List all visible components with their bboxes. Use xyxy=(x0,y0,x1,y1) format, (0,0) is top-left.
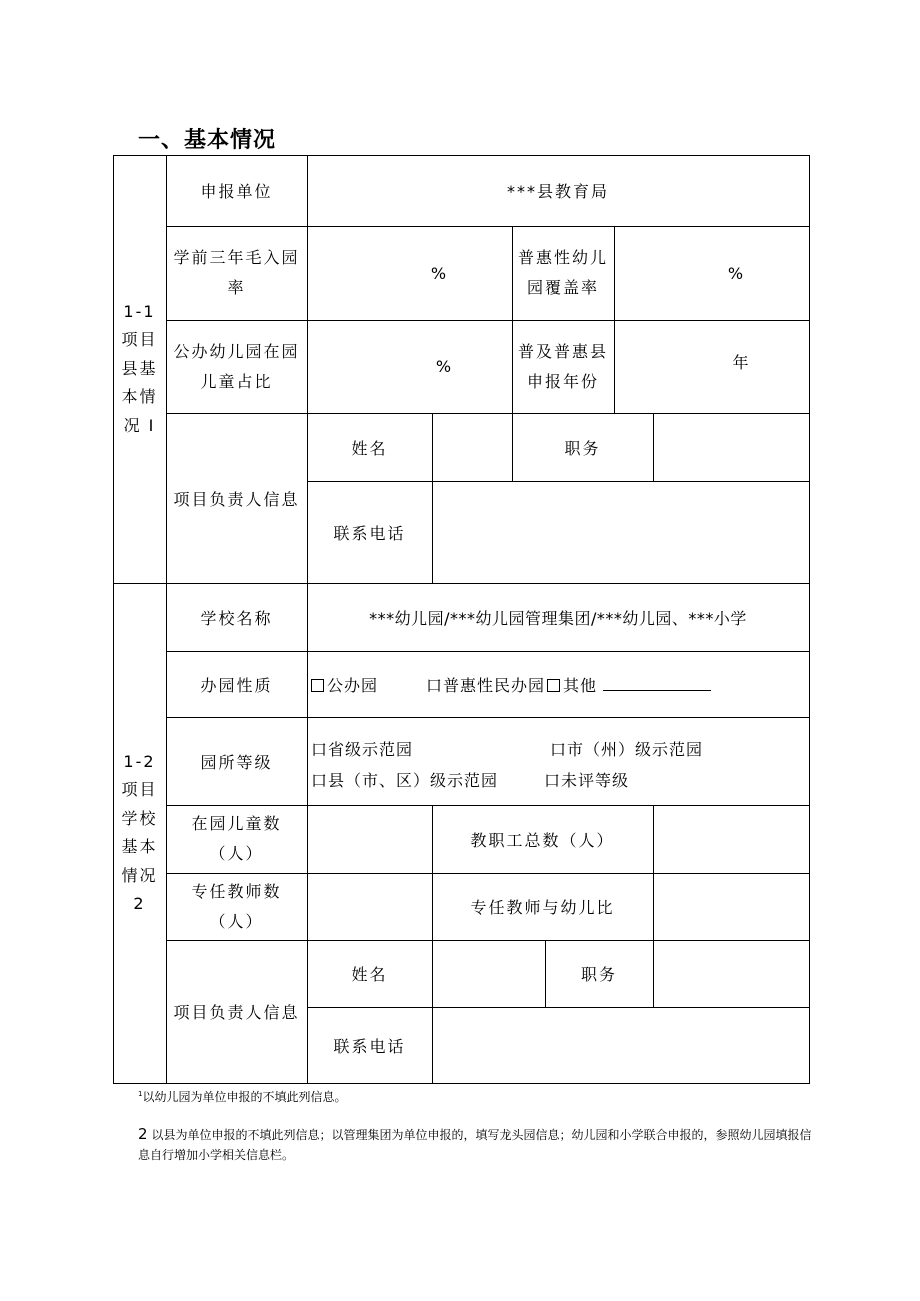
teachers-count-input[interactable] xyxy=(307,873,432,940)
nature-label: 办园性质 xyxy=(200,675,273,695)
children-count-input[interactable] xyxy=(307,805,432,873)
school-leader-position-label: 职务 xyxy=(580,965,617,984)
leader-info-label: 项目负责人信息 xyxy=(173,489,300,509)
puhui-rate-label: 普惠性幼儿 园覆盖率 xyxy=(517,248,608,297)
nature-other-checkbox[interactable]: 其他 xyxy=(545,673,597,696)
staff-count-label: 教职工总数（人） xyxy=(470,830,615,850)
teacher-ratio-input[interactable] xyxy=(653,873,809,940)
footnote-2: 2 以县为单位申报的不填此列信息；以管理集团为单位申报的，填写龙头园信息；幼儿园和小学联合申报的，参照幼儿园填报信息自行增加小学相关信息栏。 xyxy=(138,1125,812,1162)
leader-position-input[interactable] xyxy=(653,413,809,481)
section2-label: 1-2 项目 学校 基本 情况 2 xyxy=(121,751,158,913)
nature-other-input[interactable] xyxy=(603,678,711,691)
public-ratio-label: 公办幼儿园在园 儿童占比 xyxy=(173,341,300,391)
year-value[interactable]: 年 xyxy=(732,353,751,372)
enroll-rate-label: 学前三年毛入园 率 xyxy=(173,248,300,297)
leader-position-label: 职务 xyxy=(564,438,601,458)
leader-phone-label: 联系电话 xyxy=(333,523,406,543)
grade-label: 园所等级 xyxy=(200,752,273,772)
unit-label: 申报单位 xyxy=(200,182,273,201)
leader-phone-input[interactable] xyxy=(432,481,809,583)
public-ratio-value[interactable]: % xyxy=(435,357,454,376)
section-heading: 一、基本情况 xyxy=(138,128,277,153)
leader-name-label: 姓名 xyxy=(351,438,388,458)
teachers-count-label: 专任教师数 （人） xyxy=(191,881,282,931)
nature-public-checkbox[interactable]: 公办园 xyxy=(311,673,378,696)
school-leader-name-label: 姓名 xyxy=(351,965,388,984)
grade-options xyxy=(307,717,809,805)
leader-name-input[interactable] xyxy=(432,413,512,481)
nature-options xyxy=(307,651,809,717)
school-leader-phone-label: 联系电话 xyxy=(333,1036,406,1056)
enroll-rate-value[interactable]: % xyxy=(430,263,449,283)
school-name-value[interactable]: ***幼儿园/***幼儿园管理集团/***幼儿园、***小学 xyxy=(369,608,747,628)
children-count-label: 在园儿童数 （人） xyxy=(191,814,282,863)
year-label: 普及普惠县 申报年份 xyxy=(517,341,608,391)
unit-value[interactable]: ***县教育局 xyxy=(506,182,609,201)
footnote-1: $^1$以幼儿园为单位申报的不填此列信息。 xyxy=(138,1090,347,1104)
school-name-label: 学校名称 xyxy=(200,608,273,628)
grade-provincial-option[interactable]: 口省级示范园 xyxy=(311,740,414,759)
section1-label: 1-1 项目 县基 本情 况 I xyxy=(121,301,158,435)
staff-count-input[interactable] xyxy=(653,805,809,873)
school-leader-name-input[interactable] xyxy=(432,940,545,1007)
school-leader-phone-input[interactable] xyxy=(432,1007,809,1083)
school-leader-info-label: 项目负责人信息 xyxy=(173,1003,300,1022)
grade-unrated-option[interactable]: 口未评等级 xyxy=(544,771,630,790)
nature-private-checkbox[interactable]: 口普惠性民办园 xyxy=(426,675,546,695)
teacher-ratio-label: 专任教师与幼儿比 xyxy=(470,898,615,917)
puhui-rate-value[interactable]: % xyxy=(727,263,746,283)
school-leader-position-input[interactable] xyxy=(653,940,809,1007)
grade-county-option[interactable]: 口县（市、区）级示范园 xyxy=(311,771,499,790)
grade-city-option[interactable]: 口市（州）级示范园 xyxy=(550,740,704,759)
